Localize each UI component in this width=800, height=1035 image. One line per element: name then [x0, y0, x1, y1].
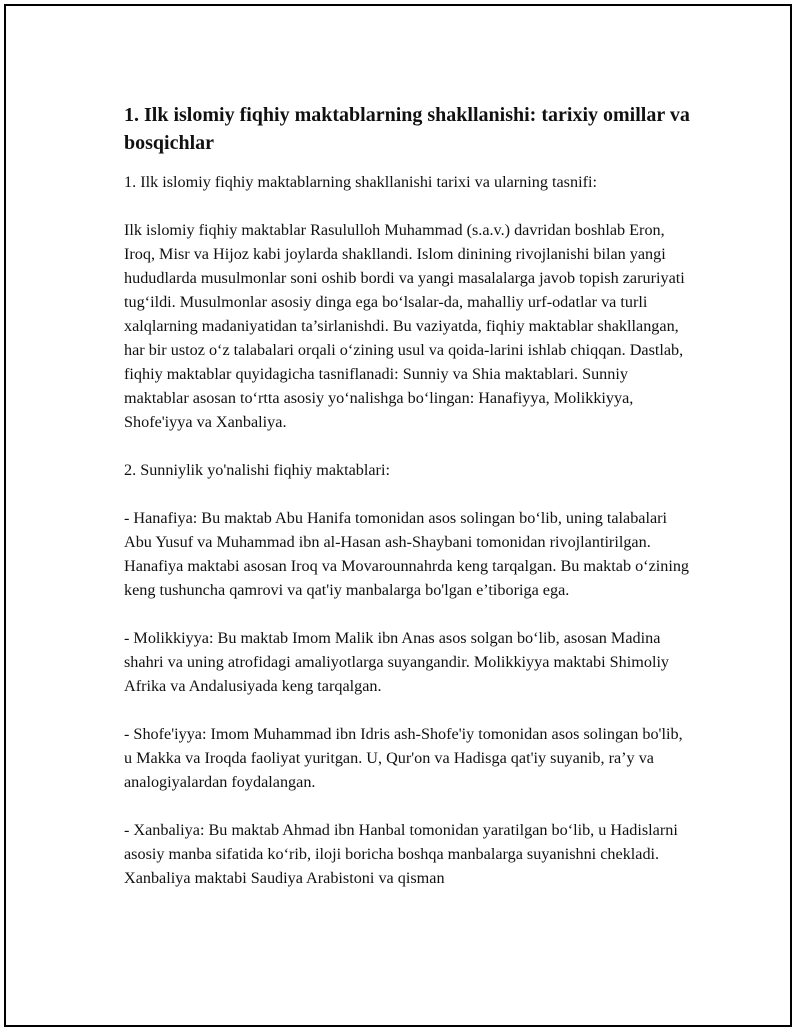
- paragraph-section-1-heading: 1. Ilk islomiy fiqhiy maktablarning shakllanishi tarixi va ularning tasnifi:: [124, 173, 597, 191]
- paragraph-molikkiyya: - Molikkiyya: Bu maktab Imom Malik ibn Anas asos solgan bo‘lib, asosan Madina shahri va uning atrofidagi amaliyotlarga suyangandir. Molikkiyya maktabi Shimoliy Afrika va Andalusiyada keng tarqalgan.: [124, 629, 670, 695]
- document-title: 1. Ilk islomiy fiqhiy maktablarning shakllanishi: tarixiy omillar va bosqichlar: [124, 104, 690, 154]
- paragraph-history-overview: Ilk islomiy fiqhiy maktablar Rasululloh Muhammad (s.a.v.) davridan boshlab Eron, Iroq, Misr va Hijoz kabi joylarda shakllandi. Islom dinining rivojlanishi bilan yangi hududlarda musulmonlar soni oshib bordi va yangi masalalarga javob topish zaruriyati tug‘ildi. Musulmonlar asosiy dinga ega bo‘lsalar-da, mahalliy urf-odatlar va turli xalqlarning madaniyatidan ta’sirlanishdi. Bu vaziyatda, fiqhiy maktablar shakllangan, har bir ustoz o‘z talabalari orqali o‘zining usul va qoida-larini ishlab chiqqan. Dastlab, fiqhiy maktablar quyidagicha tasniflanadi: Sunniy va Shia maktablari. Sunniy maktablar asosan to‘rtta asosiy yo‘nalishga bo‘lingan: Hanafiyya, Molikkiyya, Shofe'iyya va Xanbaliya.: [124, 221, 685, 431]
- paragraph-hanafiya: - Hanafiya: Bu maktab Abu Hanifa tomonidan asos solingan bo‘lib, uning talabalari Abu Yusuf va Muhammad ibn al-Hasan ash-Shaybani tomonidan rivojlantirilgan. Hanafiya maktabi asosan Iroq va Movarounnahrda keng tarqalgan. Bu maktab o‘zining keng tushuncha qamrovi va qat'iy manbalarga bo'lgan e’tiboriga ega.: [124, 509, 690, 599]
- paragraph-xanbaliya: - Xanbaliya: Bu maktab Ahmad ibn Hanbal tomonidan yaratilgan bo‘lib, u Hadislarni asosiy manba sifatida ko‘rib, iloji boricha boshqa manbalarga suyanishni chekladi. Xanbaliya maktabi Saudiya Arabistoni va qisman: [124, 821, 678, 887]
- document-body: [124, 101, 694, 914]
- paragraph-section-2-heading: 2. Sunniylik yo'nalishi fiqhiy maktablari:: [124, 461, 390, 479]
- paragraph-shofeiyya: - Shofe'iyya: Imom Muhammad ibn Idris ash-Shofe'iy tomonidan asos solingan bo'lib, u Makka va Iroqda faoliyat yuritgan. U, Qur'on va Hadisga qat'iy suyanib, ra’y va analogiyalardan foydalangan.: [124, 725, 683, 791]
- page-frame: [4, 4, 792, 1027]
